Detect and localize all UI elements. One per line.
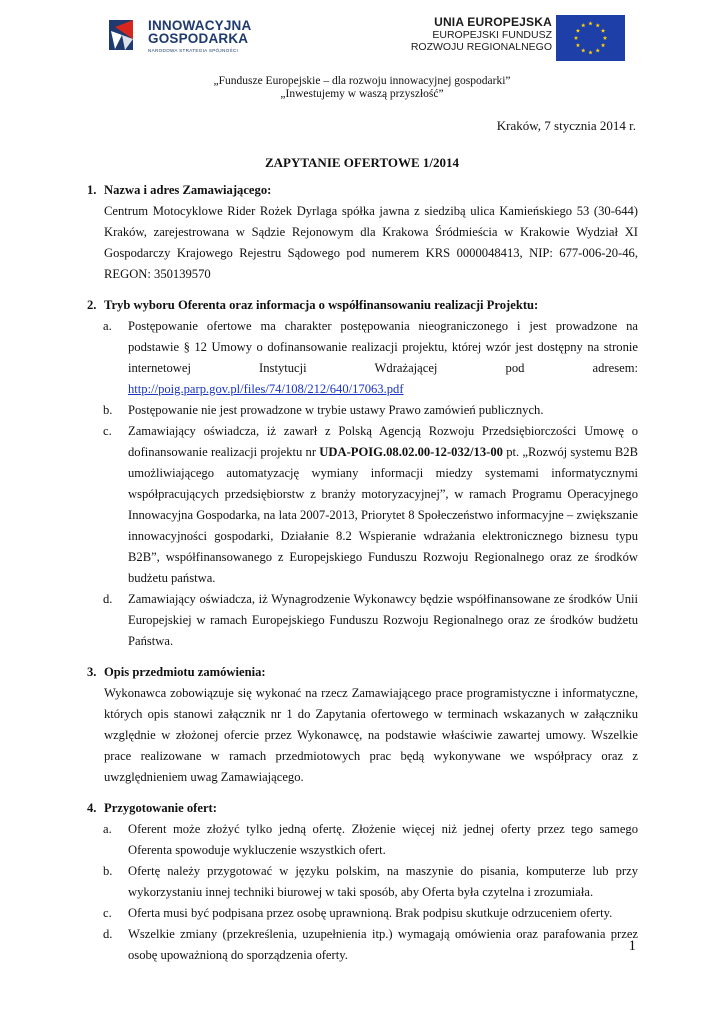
- motto-line2: „Inwestujemy w waszą przyszłość”: [280, 88, 444, 100]
- item-text: Oferta musi być podpisana przez osobę uprawnioną. Brak podpisu skutkuje odrzuceniem oferty.: [128, 906, 613, 920]
- motto-line1: „Fundusze Europejskie – dla rozwoju innowacyjnej gospodarki”: [213, 75, 511, 87]
- item-text: pt. „Rozwój systemu B2B umożliwiającego automatyzację wymiany informacji miedzy systemami informatycznymi współpracujących przedsiębiorstw z branży motoryzacyjnej”, w ramach Programu Operacyjnego Innowacyjna Gospodarka, na lata 2007-2013, Priorytet 8 Społeczeństwo informacyjne – zwiększanie innowacyjności gospodarki, Działanie 8.2 Wspieranie wdrażania elektronicznego biznesu typu B2B”, współfinansowanego z Europejskiego Funduszu Rozwoju Regionalnego oraz ze środków budżetu państwa.: [128, 445, 638, 585]
- eu-line3: ROZWOJU REGIONALNEGO: [410, 41, 552, 53]
- document-link[interactable]: http://poig.parp.gov.pl/files/74/108/212/640/17063.pdf: [128, 382, 404, 396]
- page-number: 1: [628, 938, 636, 954]
- logo-line3: NARODOWA STRATEGIA SPÓJNOŚCI: [148, 48, 239, 53]
- item-letter: a.: [103, 319, 112, 333]
- item-letter: b.: [103, 864, 113, 878]
- section-number: 4.: [87, 801, 97, 815]
- list-item: [87, 421, 638, 589]
- item-text: Zamawiający oświadcza, iż zawarł z Polską Agencją Rozwoju Przedsiębiorczości Umowę o dofinansowanie realizacji projektu nr: [128, 424, 638, 459]
- list-item: [87, 400, 638, 421]
- eu-fund-label: [411, 16, 552, 53]
- item-text: Oferent może złożyć tylko jedną ofertę. Złożenie więcej niż jednej oferty przez tego samego Oferenta spowoduje wykluczenie wszystkich ofert.: [128, 822, 638, 857]
- section-number: 2.: [87, 298, 97, 312]
- item-letter: d.: [103, 927, 113, 941]
- document-body: [87, 180, 638, 976]
- section-1: [87, 180, 638, 285]
- item-text: Wszelkie zmiany (przekreślenia, uzupełnienia itp.) wymagają omówienia oraz parafowania przez osobę upoważnioną do sporządzenia oferty.: [128, 927, 638, 962]
- item-letter: c.: [103, 424, 112, 438]
- item-text: Postępowanie nie jest prowadzone w trybie ustawy Prawo zamówień publicznych.: [128, 403, 544, 417]
- section-4: [87, 798, 638, 966]
- document-header: [0, 0, 724, 75]
- innowacyjna-gospodarka-logo: [106, 15, 256, 65]
- item-text: Zamawiający oświadcza, iż Wynagrodzenie Wykonawcy będzie współfinansowane ze środków Unii Europejskiej w ramach Europejskiego Funduszu Rozwoju Regionalnego oraz ze środków budżetu Państwa.: [128, 592, 638, 648]
- section-heading: Opis przedmiotu zamówienia:: [104, 665, 266, 679]
- section-number: 1.: [87, 183, 97, 197]
- item-letter: d.: [103, 592, 113, 606]
- item-text: Postępowanie ofertowe ma charakter postępowania nieograniczonego i jest prowadzone na podstawie § 12 Umowy o dofinansowanie realizacji projektu, której wzór jest dostępny na stronie internetowej Instytucji Wdrażającej pod adresem:: [128, 319, 638, 375]
- section-number: 3.: [87, 665, 97, 679]
- list-item: [87, 819, 638, 861]
- list-item: [87, 903, 638, 924]
- mottos: [0, 75, 724, 101]
- logo-line2: GOSPODARKA: [148, 31, 249, 46]
- section-paragraph: Centrum Motocyklowe Rider Rożek Dyrlaga spółka jawna z siedzibą ulica Kamieńskiego 53 (30-644) Kraków, zarejestrowana w Sądzie Rejonowym dla Krakowa Śródmieścia w Krakowie Wydział XI Gospodarczy Krajowego Rejestru Sądowego pod numerem KRS 0000048413, NIP: 677-006-20-46, REGON: 350139570: [104, 204, 638, 281]
- item-text: Ofertę należy przygotować w języku polskim, na maszynie do pisania, komputerze lub przy wykorzystaniu innej techniki biurowej w taki sposób, aby Oferta była czytelna i zrozumiała.: [128, 864, 638, 899]
- list-item: [87, 924, 638, 966]
- section-paragraph: Wykonawca zobowiązuje się wykonać na rzecz Zamawiającego prace programistyczne i informatyczne, których opis stanowi załącznik nr 1 do Zapytania ofertowego w terminach wskazanych w załączniku względnie w złożonej ofercie przez Wykonawcę, na podstawie właściwie zawartej umowy. Wszelkie prace realizowane w ramach przedmiotowych prac będą wykonywane we współpracy oraz z uwzględnieniem uwag Zamawiającego.: [104, 686, 638, 784]
- eu-line2: EUROPEJSKI FUNDUSZ: [432, 29, 552, 41]
- section-2: [87, 295, 638, 652]
- section-3: [87, 662, 638, 788]
- item-letter: c.: [103, 906, 112, 920]
- eu-line1: UNIA EUROPEJSKA: [434, 15, 552, 29]
- item-letter: b.: [103, 403, 113, 417]
- document-title: ZAPYTANIE OFERTOWE 1/2014: [264, 155, 460, 170]
- ig-logo-icon: [106, 17, 142, 53]
- list-item: [87, 316, 638, 400]
- section-heading: Nazwa i adres Zamawiającego:: [104, 183, 272, 197]
- list-item: [87, 589, 638, 652]
- agreement-number: UDA-POIG.08.02.00-12-032/13-00: [319, 445, 503, 459]
- item-letter: a.: [103, 822, 112, 836]
- section-heading: Przygotowanie ofert:: [104, 801, 217, 815]
- section-heading: Tryb wyboru Oferenta oraz informacja o współfinansowaniu realizacji Projektu:: [104, 298, 539, 312]
- document-date: Kraków, 7 stycznia 2014 r.: [496, 118, 636, 133]
- eu-flag-icon: [556, 15, 625, 61]
- list-item: [87, 861, 638, 903]
- logo-line1: INNOWACYJNA: [148, 18, 252, 33]
